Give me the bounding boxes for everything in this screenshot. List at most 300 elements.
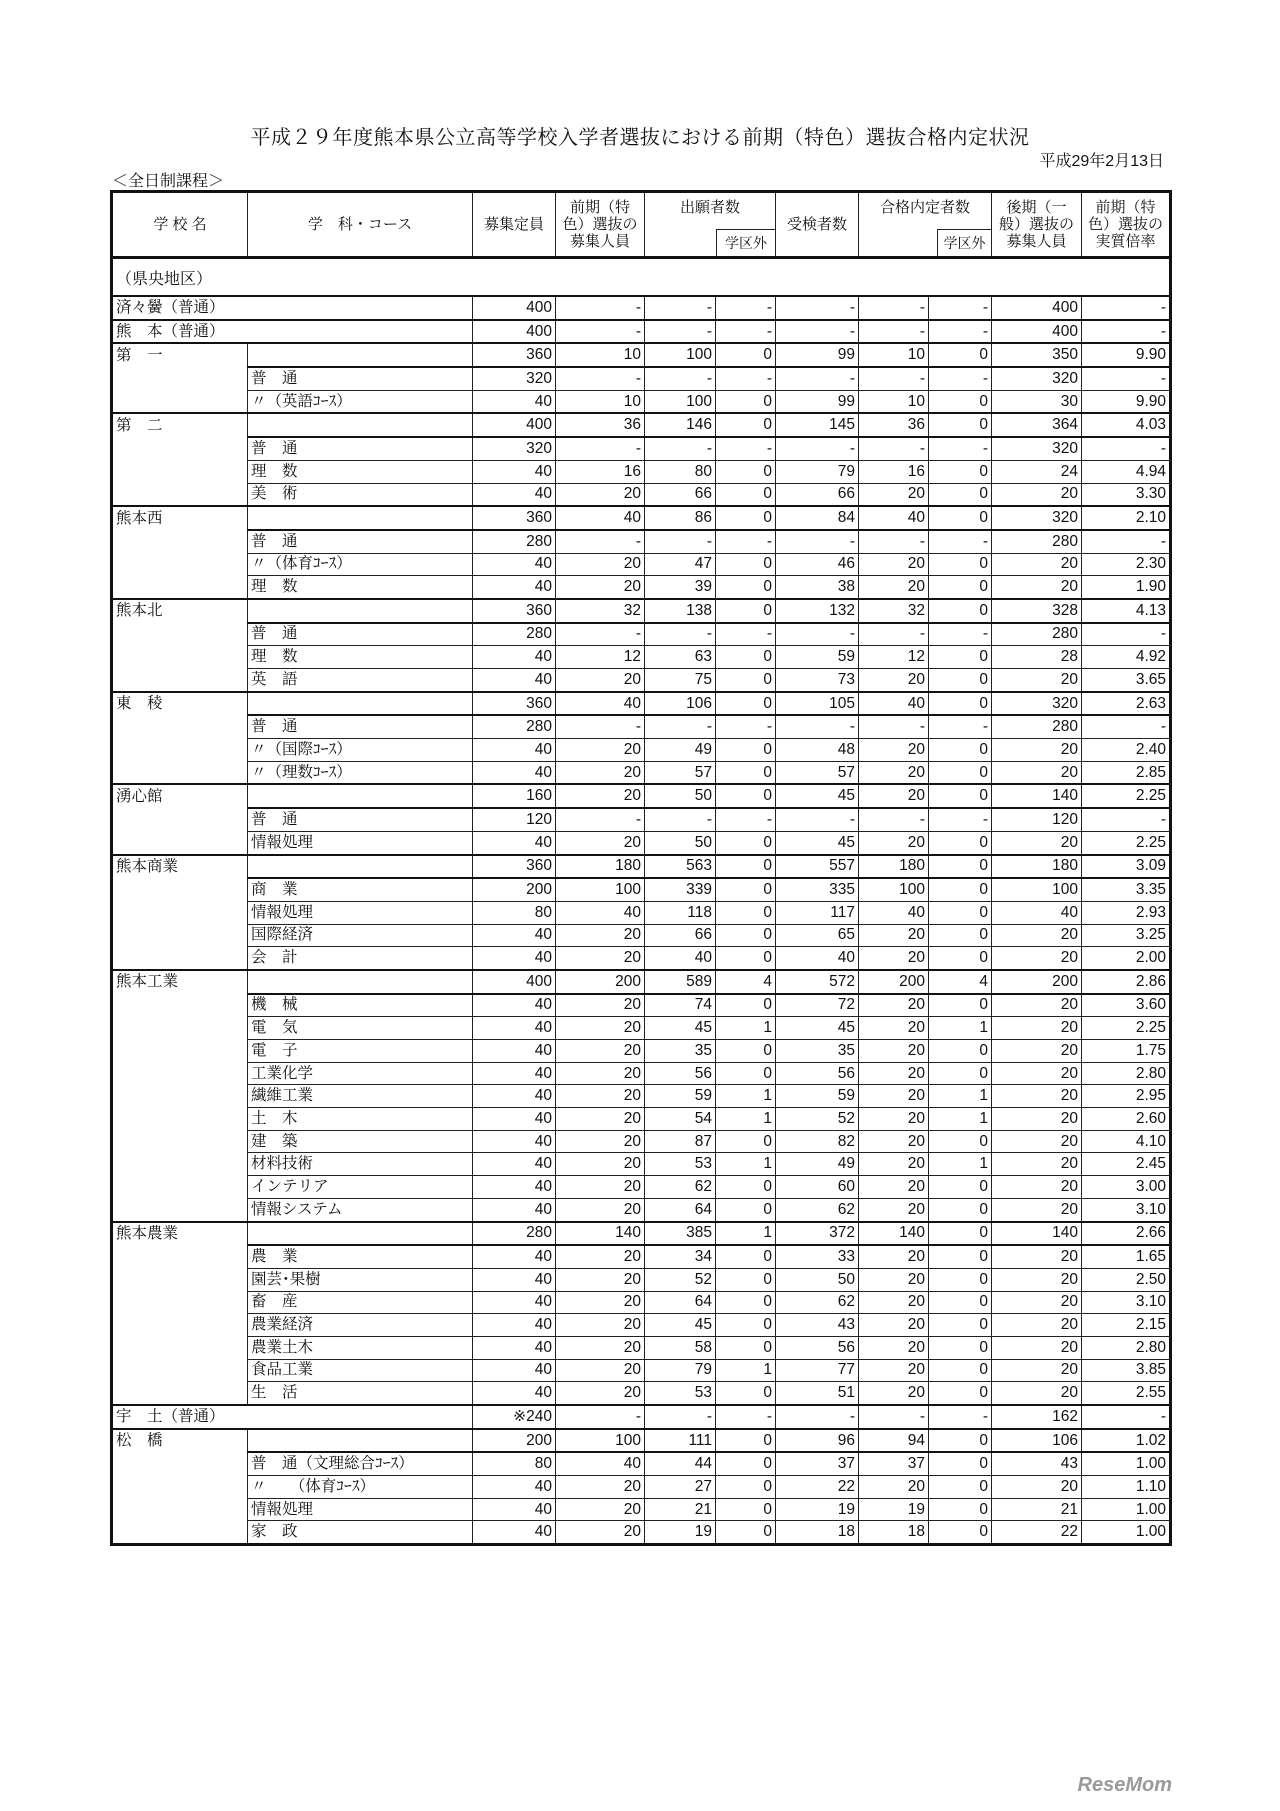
- header-ratio-line: 色）選抜の: [1087, 216, 1163, 233]
- late-quota-cell: 43: [992, 1452, 1082, 1475]
- accepted-out-cell: 0: [929, 1359, 992, 1382]
- school-name-empty: [112, 739, 248, 762]
- examinees-cell: 117: [776, 901, 859, 924]
- applicants-out-cell: -: [716, 367, 776, 390]
- applicants-cell: -: [645, 296, 716, 320]
- accepted-cell: 32: [859, 599, 929, 623]
- applicants-cell: 35: [645, 1040, 716, 1063]
- school-row: [112, 1222, 1171, 1246]
- early-quota-cell: -: [556, 320, 645, 344]
- course-name: 普 通: [248, 808, 473, 831]
- ratio-cell: 1.00: [1082, 1498, 1171, 1521]
- capacity-cell: 40: [473, 553, 556, 576]
- capacity-cell: ※240: [473, 1405, 556, 1429]
- school-name-empty: [112, 646, 248, 669]
- course-name: 生 活: [248, 1382, 473, 1405]
- applicants-out-cell: -: [716, 715, 776, 738]
- applicants-cell: 80: [645, 460, 716, 483]
- late-quota-cell: 120: [992, 808, 1082, 831]
- applicants-out-cell: 0: [716, 1291, 776, 1314]
- accepted-out-cell: 0: [929, 1382, 992, 1405]
- accepted-out-cell: 0: [929, 1476, 992, 1499]
- school-name-empty: [112, 437, 248, 460]
- school-row: [112, 296, 1171, 320]
- applicants-cell: 34: [645, 1245, 716, 1268]
- accepted-out-cell: 0: [929, 599, 992, 623]
- ratio-cell: 3.09: [1082, 855, 1171, 879]
- school-name-empty: [112, 623, 248, 646]
- accepted-out-cell: 0: [929, 1291, 992, 1314]
- capacity-cell: 40: [473, 1085, 556, 1108]
- applicants-cell: 385: [645, 1222, 716, 1246]
- course-row: [112, 1498, 1171, 1521]
- early-quota-cell: 20: [556, 669, 645, 692]
- late-quota-cell: 20: [992, 947, 1082, 970]
- capacity-cell: 280: [473, 715, 556, 738]
- early-quota-cell: 180: [556, 855, 645, 879]
- ratio-cell: 2.10: [1082, 506, 1171, 530]
- ratio-cell: 9.90: [1082, 343, 1171, 367]
- accepted-cell: 20: [859, 947, 929, 970]
- ratio-cell: 2.40: [1082, 739, 1171, 762]
- header-accepted-label: 合格内定者数: [879, 199, 970, 216]
- accepted-out-cell: 0: [929, 1314, 992, 1337]
- capacity-cell: 40: [473, 924, 556, 947]
- examinees-cell: 43: [776, 1314, 859, 1337]
- course-name: 商 業: [248, 878, 473, 901]
- accepted-cell: 20: [859, 1245, 929, 1268]
- capacity-cell: 40: [473, 739, 556, 762]
- header-capacity: 募集定員: [473, 192, 556, 258]
- school-row: [112, 855, 1171, 879]
- applicants-out-cell: 0: [716, 901, 776, 924]
- late-quota-cell: 140: [992, 1222, 1082, 1246]
- course-name: 電 気: [248, 1017, 473, 1040]
- applicants-cell: 146: [645, 413, 716, 437]
- school-name-empty: [112, 483, 248, 506]
- accepted-cell: -: [859, 296, 929, 320]
- accepted-cell: 20: [859, 1085, 929, 1108]
- accepted-cell: 20: [859, 553, 929, 576]
- capacity-cell: 40: [473, 1291, 556, 1314]
- applicants-out-cell: 0: [716, 1452, 776, 1475]
- applicants-cell: -: [645, 808, 716, 831]
- capacity-cell: 40: [473, 1521, 556, 1545]
- school-name-empty: [112, 924, 248, 947]
- school-name-empty: [112, 1017, 248, 1040]
- accepted-cell: 20: [859, 784, 929, 808]
- course-name: 材料技術: [248, 1153, 473, 1176]
- examinees-cell: 37: [776, 1452, 859, 1475]
- late-quota-cell: 20: [992, 1198, 1082, 1221]
- school-name-empty: [112, 367, 248, 390]
- school-name-empty: [112, 715, 248, 738]
- ratio-cell: 3.10: [1082, 1291, 1171, 1314]
- applicants-out-cell: 0: [716, 1245, 776, 1268]
- examinees-cell: 45: [776, 1017, 859, 1040]
- course-name: 農業経済: [248, 1314, 473, 1337]
- capacity-cell: 40: [473, 994, 556, 1017]
- applicants-out-cell: 0: [716, 483, 776, 506]
- examinees-cell: 65: [776, 924, 859, 947]
- course-row: [112, 553, 1171, 576]
- applicants-cell: 49: [645, 739, 716, 762]
- early-quota-cell: -: [556, 623, 645, 646]
- capacity-cell: 40: [473, 1476, 556, 1499]
- applicants-out-cell: 0: [716, 576, 776, 599]
- school-name: 第 二: [112, 413, 248, 437]
- accepted-cell: 20: [859, 1153, 929, 1176]
- examinees-cell: 49: [776, 1153, 859, 1176]
- capacity-cell: 40: [473, 1153, 556, 1176]
- school-name-empty: [112, 669, 248, 692]
- late-quota-cell: 280: [992, 715, 1082, 738]
- course-name: 機 械: [248, 994, 473, 1017]
- applicants-out-cell: 0: [716, 506, 776, 530]
- early-quota-cell: 20: [556, 1521, 645, 1545]
- header-applicants: [645, 192, 776, 258]
- examinees-cell: -: [776, 1405, 859, 1429]
- ratio-cell: -: [1082, 808, 1171, 831]
- school-name: 松 橋: [112, 1429, 248, 1453]
- late-quota-cell: 20: [992, 483, 1082, 506]
- examinees-cell: 66: [776, 483, 859, 506]
- course-name-empty: [248, 343, 473, 367]
- school-name-empty: [112, 1085, 248, 1108]
- late-quota-cell: 280: [992, 623, 1082, 646]
- header-early-quota: [556, 192, 645, 258]
- late-quota-cell: 328: [992, 599, 1082, 623]
- examinees-cell: 59: [776, 1085, 859, 1108]
- school-name-empty: [112, 1176, 248, 1199]
- school-row: [112, 599, 1171, 623]
- accepted-cell: 20: [859, 1040, 929, 1063]
- applicants-out-cell: 0: [716, 878, 776, 901]
- results-table: [110, 190, 1172, 1546]
- school-name-empty: [112, 576, 248, 599]
- course-row: [112, 878, 1171, 901]
- course-name: 情報処理: [248, 831, 473, 854]
- early-quota-cell: -: [556, 808, 645, 831]
- header-early-quota-line: 募集人員: [569, 233, 630, 250]
- early-quota-cell: 20: [556, 1198, 645, 1221]
- applicants-out-cell: -: [716, 437, 776, 460]
- early-quota-cell: 40: [556, 692, 645, 716]
- early-quota-cell: 20: [556, 1062, 645, 1085]
- examinees-cell: 22: [776, 1476, 859, 1499]
- examinees-cell: 73: [776, 669, 859, 692]
- school-name: 第 一: [112, 343, 248, 367]
- accepted-out-cell: 0: [929, 739, 992, 762]
- header-examinees: 受検者数: [776, 192, 859, 258]
- capacity-cell: 360: [473, 692, 556, 716]
- late-quota-cell: 24: [992, 460, 1082, 483]
- capacity-cell: 40: [473, 1245, 556, 1268]
- school-name-empty: [112, 1108, 248, 1131]
- accepted-out-cell: 0: [929, 553, 992, 576]
- early-quota-cell: 12: [556, 646, 645, 669]
- late-quota-cell: 20: [992, 1359, 1082, 1382]
- accepted-cell: 20: [859, 739, 929, 762]
- late-quota-cell: 20: [992, 1130, 1082, 1153]
- school-name-empty: [112, 947, 248, 970]
- ratio-cell: 1.75: [1082, 1040, 1171, 1063]
- applicants-out-cell: 0: [716, 1198, 776, 1221]
- examinees-cell: 60: [776, 1176, 859, 1199]
- school-name: 熊本西: [112, 506, 248, 530]
- course-row: [112, 1359, 1171, 1382]
- applicants-cell: 64: [645, 1198, 716, 1221]
- school-row: [112, 784, 1171, 808]
- course-row: [112, 483, 1171, 506]
- course-name-empty: [248, 1222, 473, 1246]
- early-quota-cell: 20: [556, 924, 645, 947]
- applicants-cell: 45: [645, 1017, 716, 1040]
- applicants-cell: 52: [645, 1268, 716, 1291]
- examinees-cell: 38: [776, 576, 859, 599]
- capacity-cell: 40: [473, 1017, 556, 1040]
- early-quota-cell: 20: [556, 784, 645, 808]
- capacity-cell: 80: [473, 901, 556, 924]
- capacity-cell: 40: [473, 483, 556, 506]
- course-name: 農業土木: [248, 1336, 473, 1359]
- accepted-cell: 200: [859, 970, 929, 994]
- course-name: 〃（国際ｺｰｽ）: [248, 739, 473, 762]
- ratio-cell: 1.90: [1082, 576, 1171, 599]
- examinees-cell: 84: [776, 506, 859, 530]
- accepted-cell: -: [859, 530, 929, 553]
- header-school: 学 校 名: [112, 192, 248, 258]
- school-name-empty: [112, 1062, 248, 1085]
- applicants-cell: 64: [645, 1291, 716, 1314]
- course-name: 国際経済: [248, 924, 473, 947]
- header-applicants-label: 出願者数: [679, 199, 740, 216]
- school-name-empty: [112, 1268, 248, 1291]
- accepted-out-cell: 0: [929, 692, 992, 716]
- course-name: 理 数: [248, 576, 473, 599]
- examinees-cell: 96: [776, 1429, 859, 1453]
- applicants-out-cell: 0: [716, 413, 776, 437]
- examinees-cell: -: [776, 296, 859, 320]
- applicants-out-cell: 1: [716, 1017, 776, 1040]
- capacity-cell: 40: [473, 669, 556, 692]
- applicants-out-cell: 0: [716, 1040, 776, 1063]
- applicants-out-cell: 0: [716, 390, 776, 413]
- early-quota-cell: 20: [556, 1017, 645, 1040]
- header-ratio: [1082, 192, 1171, 258]
- applicants-out-cell: -: [716, 530, 776, 553]
- applicants-cell: 54: [645, 1108, 716, 1131]
- document-date: 平成29年2月13日: [1039, 153, 1164, 170]
- accepted-cell: 20: [859, 1062, 929, 1085]
- school-name-empty: [112, 878, 248, 901]
- accepted-cell: 10: [859, 343, 929, 367]
- applicants-cell: -: [645, 623, 716, 646]
- early-quota-cell: 40: [556, 1452, 645, 1475]
- examinees-cell: 372: [776, 1222, 859, 1246]
- applicants-cell: 111: [645, 1429, 716, 1453]
- applicants-cell: 339: [645, 878, 716, 901]
- applicants-cell: 63: [645, 646, 716, 669]
- accepted-cell: 20: [859, 1291, 929, 1314]
- header-early-quota-line: 色）選抜の: [562, 216, 638, 233]
- examinees-cell: 62: [776, 1291, 859, 1314]
- accepted-out-cell: 1: [929, 1085, 992, 1108]
- course-row: [112, 669, 1171, 692]
- header-late-quota: [992, 192, 1082, 258]
- capacity-cell: 360: [473, 599, 556, 623]
- examinees-cell: 557: [776, 855, 859, 879]
- late-quota-cell: 22: [992, 1521, 1082, 1545]
- capacity-cell: 40: [473, 576, 556, 599]
- school-name-empty: [112, 1130, 248, 1153]
- capacity-cell: 40: [473, 1382, 556, 1405]
- accepted-out-cell: 1: [929, 1153, 992, 1176]
- capacity-cell: 400: [473, 970, 556, 994]
- ratio-cell: 2.85: [1082, 761, 1171, 784]
- capacity-cell: 40: [473, 1268, 556, 1291]
- capacity-cell: 360: [473, 343, 556, 367]
- course-name: 建 築: [248, 1130, 473, 1153]
- course-name: 情報処理: [248, 1498, 473, 1521]
- ratio-cell: -: [1082, 623, 1171, 646]
- accepted-cell: 20: [859, 669, 929, 692]
- school-name-empty: [112, 460, 248, 483]
- accepted-out-cell: 0: [929, 646, 992, 669]
- examinees-cell: 572: [776, 970, 859, 994]
- capacity-cell: 400: [473, 413, 556, 437]
- accepted-out-cell: 0: [929, 1040, 992, 1063]
- late-quota-cell: 400: [992, 296, 1082, 320]
- late-quota-cell: 20: [992, 1314, 1082, 1337]
- region-row: [112, 258, 1171, 297]
- applicants-out-cell: 0: [716, 855, 776, 879]
- applicants-cell: -: [645, 715, 716, 738]
- course-row: [112, 1085, 1171, 1108]
- accepted-out-cell: 0: [929, 878, 992, 901]
- school-name-empty: [112, 390, 248, 413]
- capacity-cell: 40: [473, 1359, 556, 1382]
- examinees-cell: -: [776, 437, 859, 460]
- early-quota-cell: 40: [556, 506, 645, 530]
- ratio-cell: 2.00: [1082, 947, 1171, 970]
- applicants-out-cell: 1: [716, 1359, 776, 1382]
- ratio-cell: 3.25: [1082, 924, 1171, 947]
- capacity-cell: 40: [473, 1336, 556, 1359]
- school-row: [112, 1405, 1171, 1429]
- late-quota-cell: 106: [992, 1429, 1082, 1453]
- late-quota-cell: 350: [992, 343, 1082, 367]
- late-quota-cell: 280: [992, 530, 1082, 553]
- late-quota-cell: 21: [992, 1498, 1082, 1521]
- course-name: 英 語: [248, 669, 473, 692]
- early-quota-cell: 10: [556, 343, 645, 367]
- accepted-cell: 18: [859, 1521, 929, 1545]
- course-name-empty: [248, 970, 473, 994]
- examinees-cell: 99: [776, 390, 859, 413]
- examinees-cell: 48: [776, 739, 859, 762]
- ratio-cell: -: [1082, 715, 1171, 738]
- examinees-cell: 72: [776, 994, 859, 1017]
- early-quota-cell: -: [556, 367, 645, 390]
- header-course: 学 科・コース: [248, 192, 473, 258]
- course-row: [112, 1314, 1171, 1337]
- course-name: 理 数: [248, 646, 473, 669]
- early-quota-cell: 20: [556, 1291, 645, 1314]
- applicants-cell: 19: [645, 1521, 716, 1545]
- late-quota-cell: 100: [992, 878, 1082, 901]
- accepted-out-cell: 0: [929, 1062, 992, 1085]
- course-row: [112, 1382, 1171, 1405]
- early-quota-cell: 100: [556, 1429, 645, 1453]
- accepted-out-cell: -: [929, 715, 992, 738]
- examinees-cell: 132: [776, 599, 859, 623]
- accepted-out-cell: -: [929, 296, 992, 320]
- school-name: 熊本工業: [112, 970, 248, 994]
- school-row: [112, 343, 1171, 367]
- applicants-out-cell: 0: [716, 553, 776, 576]
- applicants-cell: 563: [645, 855, 716, 879]
- course-name: 家 政: [248, 1521, 473, 1545]
- capacity-cell: 280: [473, 623, 556, 646]
- examinees-cell: -: [776, 320, 859, 344]
- capacity-cell: 120: [473, 808, 556, 831]
- late-quota-cell: 20: [992, 924, 1082, 947]
- school-name-empty: [112, 994, 248, 1017]
- ratio-cell: -: [1082, 530, 1171, 553]
- course-row: [112, 1017, 1171, 1040]
- course-row: [112, 623, 1171, 646]
- early-quota-cell: 20: [556, 1245, 645, 1268]
- applicants-out-cell: 0: [716, 947, 776, 970]
- course-row: [112, 646, 1171, 669]
- ratio-cell: 2.63: [1082, 692, 1171, 716]
- course-name: 〃（理数ｺｰｽ）: [248, 761, 473, 784]
- late-quota-cell: 20: [992, 1085, 1082, 1108]
- accepted-cell: 94: [859, 1429, 929, 1453]
- course-name: 工業化学: [248, 1062, 473, 1085]
- late-quota-cell: 20: [992, 1017, 1082, 1040]
- capacity-cell: 40: [473, 1198, 556, 1221]
- applicants-cell: -: [645, 530, 716, 553]
- applicants-cell: 75: [645, 669, 716, 692]
- accepted-cell: 20: [859, 1382, 929, 1405]
- ratio-cell: 2.95: [1082, 1085, 1171, 1108]
- early-quota-cell: -: [556, 437, 645, 460]
- early-quota-cell: 20: [556, 831, 645, 854]
- course-row: [112, 947, 1171, 970]
- accepted-out-cell: 0: [929, 1498, 992, 1521]
- late-quota-cell: 20: [992, 1382, 1082, 1405]
- school-name-empty: [112, 1291, 248, 1314]
- ratio-cell: 3.35: [1082, 878, 1171, 901]
- applicants-out-cell: 0: [716, 646, 776, 669]
- course-name: 〃（英語ｺｰｽ）: [248, 390, 473, 413]
- accepted-cell: 37: [859, 1452, 929, 1475]
- course-row: [112, 831, 1171, 854]
- accepted-out-cell: 0: [929, 390, 992, 413]
- ratio-cell: -: [1082, 296, 1171, 320]
- ratio-cell: -: [1082, 1405, 1171, 1429]
- applicants-out-cell: 0: [716, 1498, 776, 1521]
- course-name: 〃 （体育ｺｰｽ）: [248, 1476, 473, 1499]
- applicants-cell: 62: [645, 1176, 716, 1199]
- ratio-cell: 4.10: [1082, 1130, 1171, 1153]
- accepted-cell: 12: [859, 646, 929, 669]
- accepted-cell: 36: [859, 413, 929, 437]
- early-quota-cell: 16: [556, 460, 645, 483]
- accepted-out-cell: 0: [929, 343, 992, 367]
